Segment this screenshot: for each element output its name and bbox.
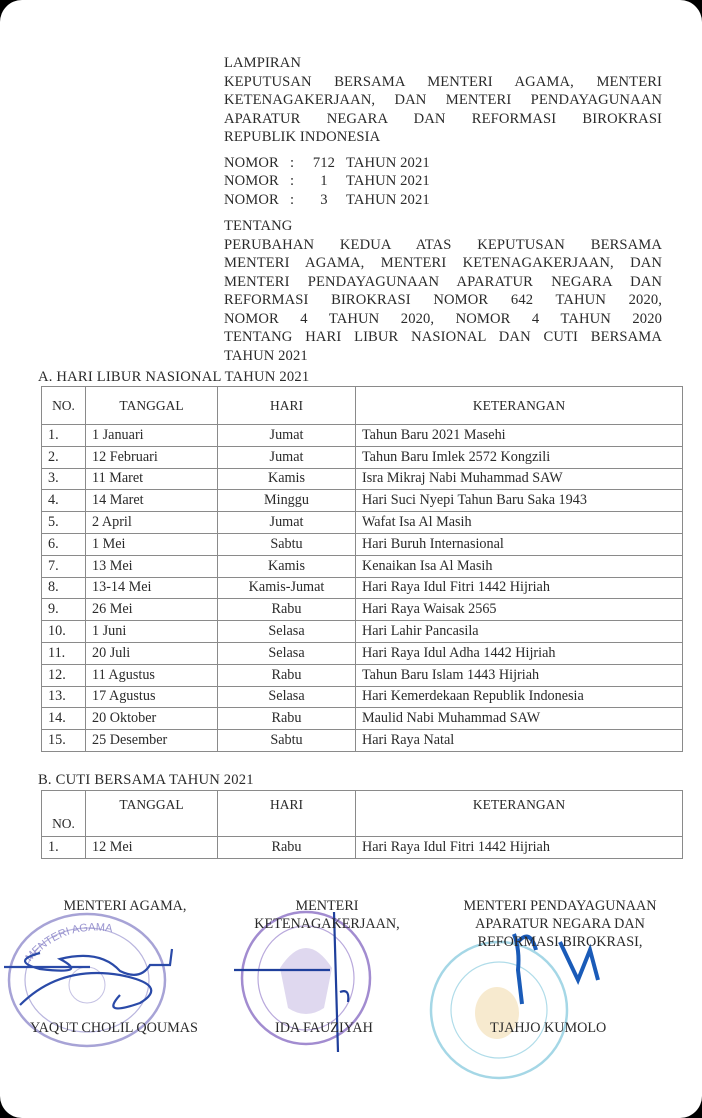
document-header: [224, 54, 662, 365]
nomor-tahun: TAHUN 2021: [346, 173, 430, 189]
tentang-line: MENTERI AGAMA, MENTERI KETENAGAKERJAAN, DAN: [224, 255, 662, 271]
cell-tanggal: 11 Agustus: [86, 664, 218, 686]
table-row: [42, 577, 683, 599]
cell-hari: Rabu: [218, 664, 356, 686]
col-header-hari: HARI: [218, 791, 356, 837]
tentang-line: PERUBAHAN KEDUA ATAS KEPUTUSAN BERSAMA: [224, 236, 662, 253]
cell-hari: Kamis: [218, 468, 356, 490]
nomor-number: 1: [320, 173, 328, 189]
tentang-label: TENTANG: [224, 218, 293, 234]
cell-keterangan: Tahun Baru Imlek 2572 Kongzili: [356, 446, 683, 468]
signatory-title-2: [232, 897, 422, 933]
nomor-sep: :: [290, 154, 295, 171]
cell-keterangan: Hari Suci Nyepi Tahun Baru Saka 1943: [356, 490, 683, 512]
col-header-hari: HARI: [218, 387, 356, 425]
table-row: [42, 730, 683, 752]
cell-tanggal: 1 Januari: [86, 425, 218, 447]
cell-tanggal: 13-14 Mei: [86, 577, 218, 599]
cell-hari: Selasa: [218, 621, 356, 643]
cell-no: 6.: [42, 533, 86, 555]
nomor-label: NOMOR: [224, 173, 279, 189]
table-header-row: [42, 791, 683, 837]
cell-no: 4.: [42, 490, 86, 512]
cell-no: 8.: [42, 577, 86, 599]
cell-keterangan: Wafat Isa Al Masih: [356, 512, 683, 534]
nomor-row: [224, 172, 662, 191]
cell-no: 7.: [42, 555, 86, 577]
table-row: [42, 686, 683, 708]
nomor-sep: :: [290, 191, 295, 208]
table-row: [42, 664, 683, 686]
col-header-no: NO.: [42, 387, 86, 425]
cell-tanggal: 11 Maret: [86, 468, 218, 490]
signatory-title-line: REFORMASI BIROKRASI,: [477, 934, 643, 950]
nomor-label: NOMOR: [224, 154, 279, 171]
signatory-name-2: IDA FAUZIYAH: [275, 1020, 373, 1036]
cell-tanggal: 17 Agustus: [86, 686, 218, 708]
section-a-title: A. HARI LIBUR NASIONAL TAHUN 2021: [38, 369, 310, 385]
signatory-title-line: KETENAGAKERJAAN,: [254, 916, 400, 932]
nomor-row: [224, 191, 662, 210]
cell-no: 2.: [42, 446, 86, 468]
cell-keterangan: Hari Raya Natal: [356, 730, 683, 752]
cell-keterangan: Hari Raya Idul Fitri 1442 Hijriah: [356, 577, 683, 599]
cell-hari: Minggu: [218, 490, 356, 512]
table-row: [42, 642, 683, 664]
cell-hari: Rabu: [218, 708, 356, 730]
cell-keterangan: Hari Lahir Pancasila: [356, 621, 683, 643]
lampiran-label: LAMPIRAN: [224, 55, 302, 71]
signatory-name-3: TJAHJO KUMOLO: [490, 1020, 607, 1036]
nomor-number: 712: [312, 154, 336, 171]
cell-hari: Kamis: [218, 555, 356, 577]
cell-tanggal: 1 Juni: [86, 621, 218, 643]
keputusan-line: REPUBLIK INDONESIA: [224, 129, 381, 145]
signatory-title-line: APARATUR NEGARA DAN: [475, 916, 645, 932]
cell-hari: Rabu: [218, 599, 356, 621]
cell-hari: Jumat: [218, 446, 356, 468]
cell-tanggal: 14 Maret: [86, 490, 218, 512]
keputusan-line: KETENAGAKERJAAN, DAN MENTERI PENDAYAGUNAAN: [224, 92, 662, 108]
cell-no: 13.: [42, 686, 86, 708]
signatory-title-3: [440, 897, 680, 951]
table-row: [42, 490, 683, 512]
signatory-title-line: MENTERI: [295, 898, 359, 914]
tentang-line: REFORMASI BIROKRASI NOMOR 642 TAHUN 2020,: [224, 292, 662, 308]
cell-tanggal: 12 Mei: [86, 837, 218, 859]
table-row: [42, 708, 683, 730]
cell-tanggal: 20 Juli: [86, 642, 218, 664]
nomor-row: [224, 154, 662, 173]
tentang-line: MENTERI PENDAYAGUNAAN APARATUR NEGARA DAN: [224, 273, 662, 290]
cell-hari: Selasa: [218, 642, 356, 664]
col-header-keterangan: KETERANGAN: [356, 387, 683, 425]
nomor-block: [224, 154, 662, 210]
cell-keterangan: Maulid Nabi Muhammad SAW: [356, 708, 683, 730]
nomor-tahun: TAHUN 2021: [346, 154, 430, 171]
cell-keterangan: Hari Raya Idul Adha 1442 Hijriah: [356, 642, 683, 664]
cell-no: 5.: [42, 512, 86, 534]
section-b-title: B. CUTI BERSAMA TAHUN 2021: [38, 772, 254, 788]
stamp-text: MENTERI AGAMA: [23, 921, 114, 964]
signatory-title-line: MENTERI AGAMA,: [63, 898, 187, 914]
cell-keterangan: Hari Buruh Internasional: [356, 533, 683, 555]
signatory-name-1: YAQUT CHOLIL QOUMAS: [30, 1020, 198, 1036]
cell-no: 14.: [42, 708, 86, 730]
table-row: [42, 621, 683, 643]
cell-tanggal: 26 Mei: [86, 599, 218, 621]
table-row: [42, 446, 683, 468]
cell-no: 9.: [42, 599, 86, 621]
cell-keterangan: Hari Kemerdekaan Republik Indonesia: [356, 686, 683, 708]
col-header-tanggal: TANGGAL: [86, 791, 218, 837]
keputusan-line: APARATUR NEGARA DAN REFORMASI BIROKRASI: [224, 110, 662, 127]
cell-tanggal: 20 Oktober: [86, 708, 218, 730]
cell-no: 12.: [42, 664, 86, 686]
col-header-keterangan: KETERANGAN: [356, 791, 683, 837]
table-row: [42, 512, 683, 534]
cell-no: 10.: [42, 621, 86, 643]
col-header-no: NO.: [42, 791, 86, 837]
cell-tanggal: 2 April: [86, 512, 218, 534]
cell-hari: Sabtu: [218, 730, 356, 752]
cell-no: 1.: [42, 425, 86, 447]
signatory-title-1: [40, 897, 210, 915]
cell-tanggal: 13 Mei: [86, 555, 218, 577]
table-row: [42, 555, 683, 577]
cell-no: 1.: [42, 837, 86, 859]
cell-tanggal: 25 Desember: [86, 730, 218, 752]
tentang-block: [224, 217, 662, 365]
cell-tanggal: 1 Mei: [86, 533, 218, 555]
col-header-tanggal: TANGGAL: [86, 387, 218, 425]
signatory-title-line: MENTERI PENDAYAGUNAAN: [463, 898, 657, 914]
nomor-number: 3: [320, 191, 328, 208]
table-row: [42, 599, 683, 621]
tentang-line: TENTANG HARI LIBUR NASIONAL DAN CUTI BERSAMA: [224, 329, 662, 345]
table-row: [42, 425, 683, 447]
cell-hari: Jumat: [218, 512, 356, 534]
table-row: [42, 837, 683, 859]
cell-keterangan: Hari Raya Waisak 2565: [356, 599, 683, 621]
cell-hari: Sabtu: [218, 533, 356, 555]
cell-no: 15.: [42, 730, 86, 752]
national-holidays-table: [41, 386, 683, 752]
cell-keterangan: Isra Mikraj Nabi Muhammad SAW: [356, 468, 683, 490]
nomor-label: NOMOR: [224, 191, 279, 208]
cell-tanggal: 12 Februari: [86, 446, 218, 468]
table-row: [42, 468, 683, 490]
nomor-sep: :: [290, 173, 295, 189]
cell-hari: Kamis-Jumat: [218, 577, 356, 599]
table-row: [42, 533, 683, 555]
cell-hari: Selasa: [218, 686, 356, 708]
cell-keterangan: Tahun Baru 2021 Masehi: [356, 425, 683, 447]
table-header-row: [42, 387, 683, 425]
nomor-tahun: TAHUN 2021: [346, 191, 430, 208]
tentang-line: NOMOR 4 TAHUN 2020, NOMOR 4 TAHUN 2020: [224, 310, 662, 327]
cell-no: 11.: [42, 642, 86, 664]
tentang-line: TAHUN 2021: [224, 347, 308, 364]
collective-leave-table: [41, 790, 683, 859]
cell-keterangan: Tahun Baru Islam 1443 Hijriah: [356, 664, 683, 686]
cell-hari: Jumat: [218, 425, 356, 447]
cell-no: 3.: [42, 468, 86, 490]
cell-keterangan: Hari Raya Idul Fitri 1442 Hijriah: [356, 837, 683, 859]
keputusan-line: KEPUTUSAN BERSAMA MENTERI AGAMA, MENTERI: [224, 73, 662, 90]
cell-keterangan: Kenaikan Isa Al Masih: [356, 555, 683, 577]
cell-hari: Rabu: [218, 837, 356, 859]
